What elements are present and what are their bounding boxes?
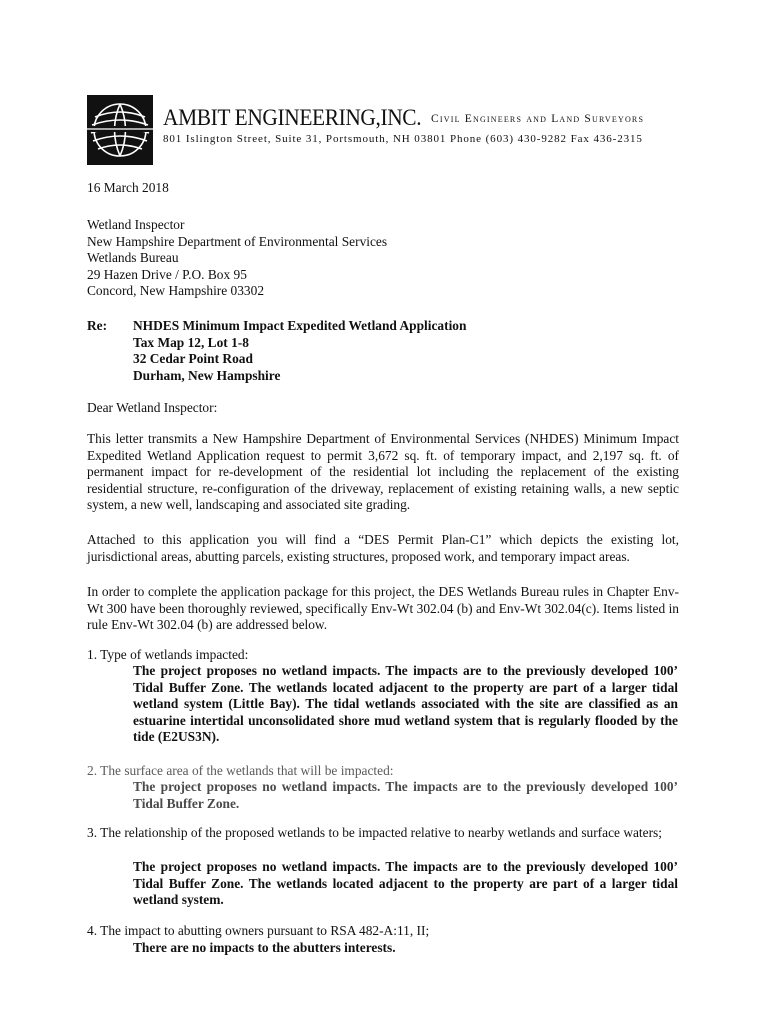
letter-date: 16 March 2018 — [87, 180, 169, 195]
recipient-line: New Hampshire Department of Environmental Services — [87, 233, 388, 249]
subject-line: 32 Cedar Point Road — [133, 351, 253, 367]
recipient-line: Wetland Inspector — [87, 217, 185, 232]
item-label: 4. The impact to abutting owners pursuant to RSA 482-A:11, II; — [87, 923, 430, 938]
company-logo-icon — [87, 95, 153, 165]
item-answer: The project proposes no wetland impacts. The impacts are to the previously developed 100’ Tidal Buffer Zone. The wetlands located adjacent to the property are part of a larger tidal wetland system. — [133, 859, 678, 908]
subject-line: Durham, New Hampshire — [133, 367, 281, 383]
item-answer: The project proposes no wetland impacts. The impacts are to the previously developed 100’ Tidal Buffer Zone. The wetlands located adjacent to the property are part of a larger tidal wetland system (Little Bay). The tidal wetlands associated with the site are classified as an estuarine intertidal unconsolidated shore mud wetland system that is regularly flooded by the tide (E2US3N). — [133, 663, 678, 745]
recipient-line: 29 Hazen Drive / P.O. Box 95 — [87, 266, 247, 282]
recipient-address — [87, 217, 387, 300]
salutation: Dear Wetland Inspector: — [87, 400, 218, 415]
company-address: 801 Islington Street, Suite 31, Portsmouth, NH 03801 Phone (603) 430-9282 Fax 436-2315 — [163, 133, 643, 145]
item-label: 3. The relationship of the proposed wetlands to be impacted relative to nearby wetlands and surface waters; — [87, 825, 662, 840]
item-answer: The project proposes no wetland impacts. The impacts are to the previously developed 100’ Tidal Buffer Zone. — [133, 779, 678, 811]
body-paragraph: In order to complete the application package for this project, the DES Wetlands Bureau rules in Chapter Env-Wt 300 have been thoroughly reviewed, specifically Env-Wt 302.04 (b) and Env-Wt 302.04(c). Items listed in rule Env-Wt 302.04 (b) are addressed below. — [87, 584, 679, 633]
item-label: 2. The surface area of the wetlands that will be impacted: — [87, 763, 394, 778]
item-label: 1. Type of wetlands impacted: — [87, 647, 249, 662]
subject-line: Tax Map 12, Lot 1-8 — [133, 334, 249, 350]
company-tagline: Civil Engineers and Land Surveyors — [431, 113, 645, 125]
recipient-line: Wetlands Bureau — [87, 250, 179, 266]
company-name: AMBIT ENGINEERING,INC. — [163, 105, 422, 130]
body-paragraph: Attached to this application you will find a “DES Permit Plan-C1” which depicts the existing lot, jurisdictional areas, abutting parcels, existing structures, proposed work, and temporary impact areas. — [87, 532, 679, 564]
subject-lines — [133, 318, 466, 384]
letterhead — [163, 105, 645, 131]
body-paragraph: This letter transmits a New Hampshire Department of Environmental Services (NHDES) Minimum Impact Expedited Wetland Application request to permit 3,672 sq. ft. of temporary impact, and 2,197 sq. ft. of permanent impact for re-development of the residential lot including the replacement of the existing residential structure, re-configuration of the driveway, replacement of existing retaining walls, a new septic system, a new well, landscaping and associated site grading. — [87, 431, 679, 513]
subject-line: NHDES Minimum Impact Expedited Wetland Application — [133, 318, 467, 333]
recipient-line: Concord, New Hampshire 03302 — [87, 283, 265, 299]
subject-label: Re: — [87, 318, 108, 333]
item-answer: There are no impacts to the abutters interests. — [133, 940, 396, 955]
